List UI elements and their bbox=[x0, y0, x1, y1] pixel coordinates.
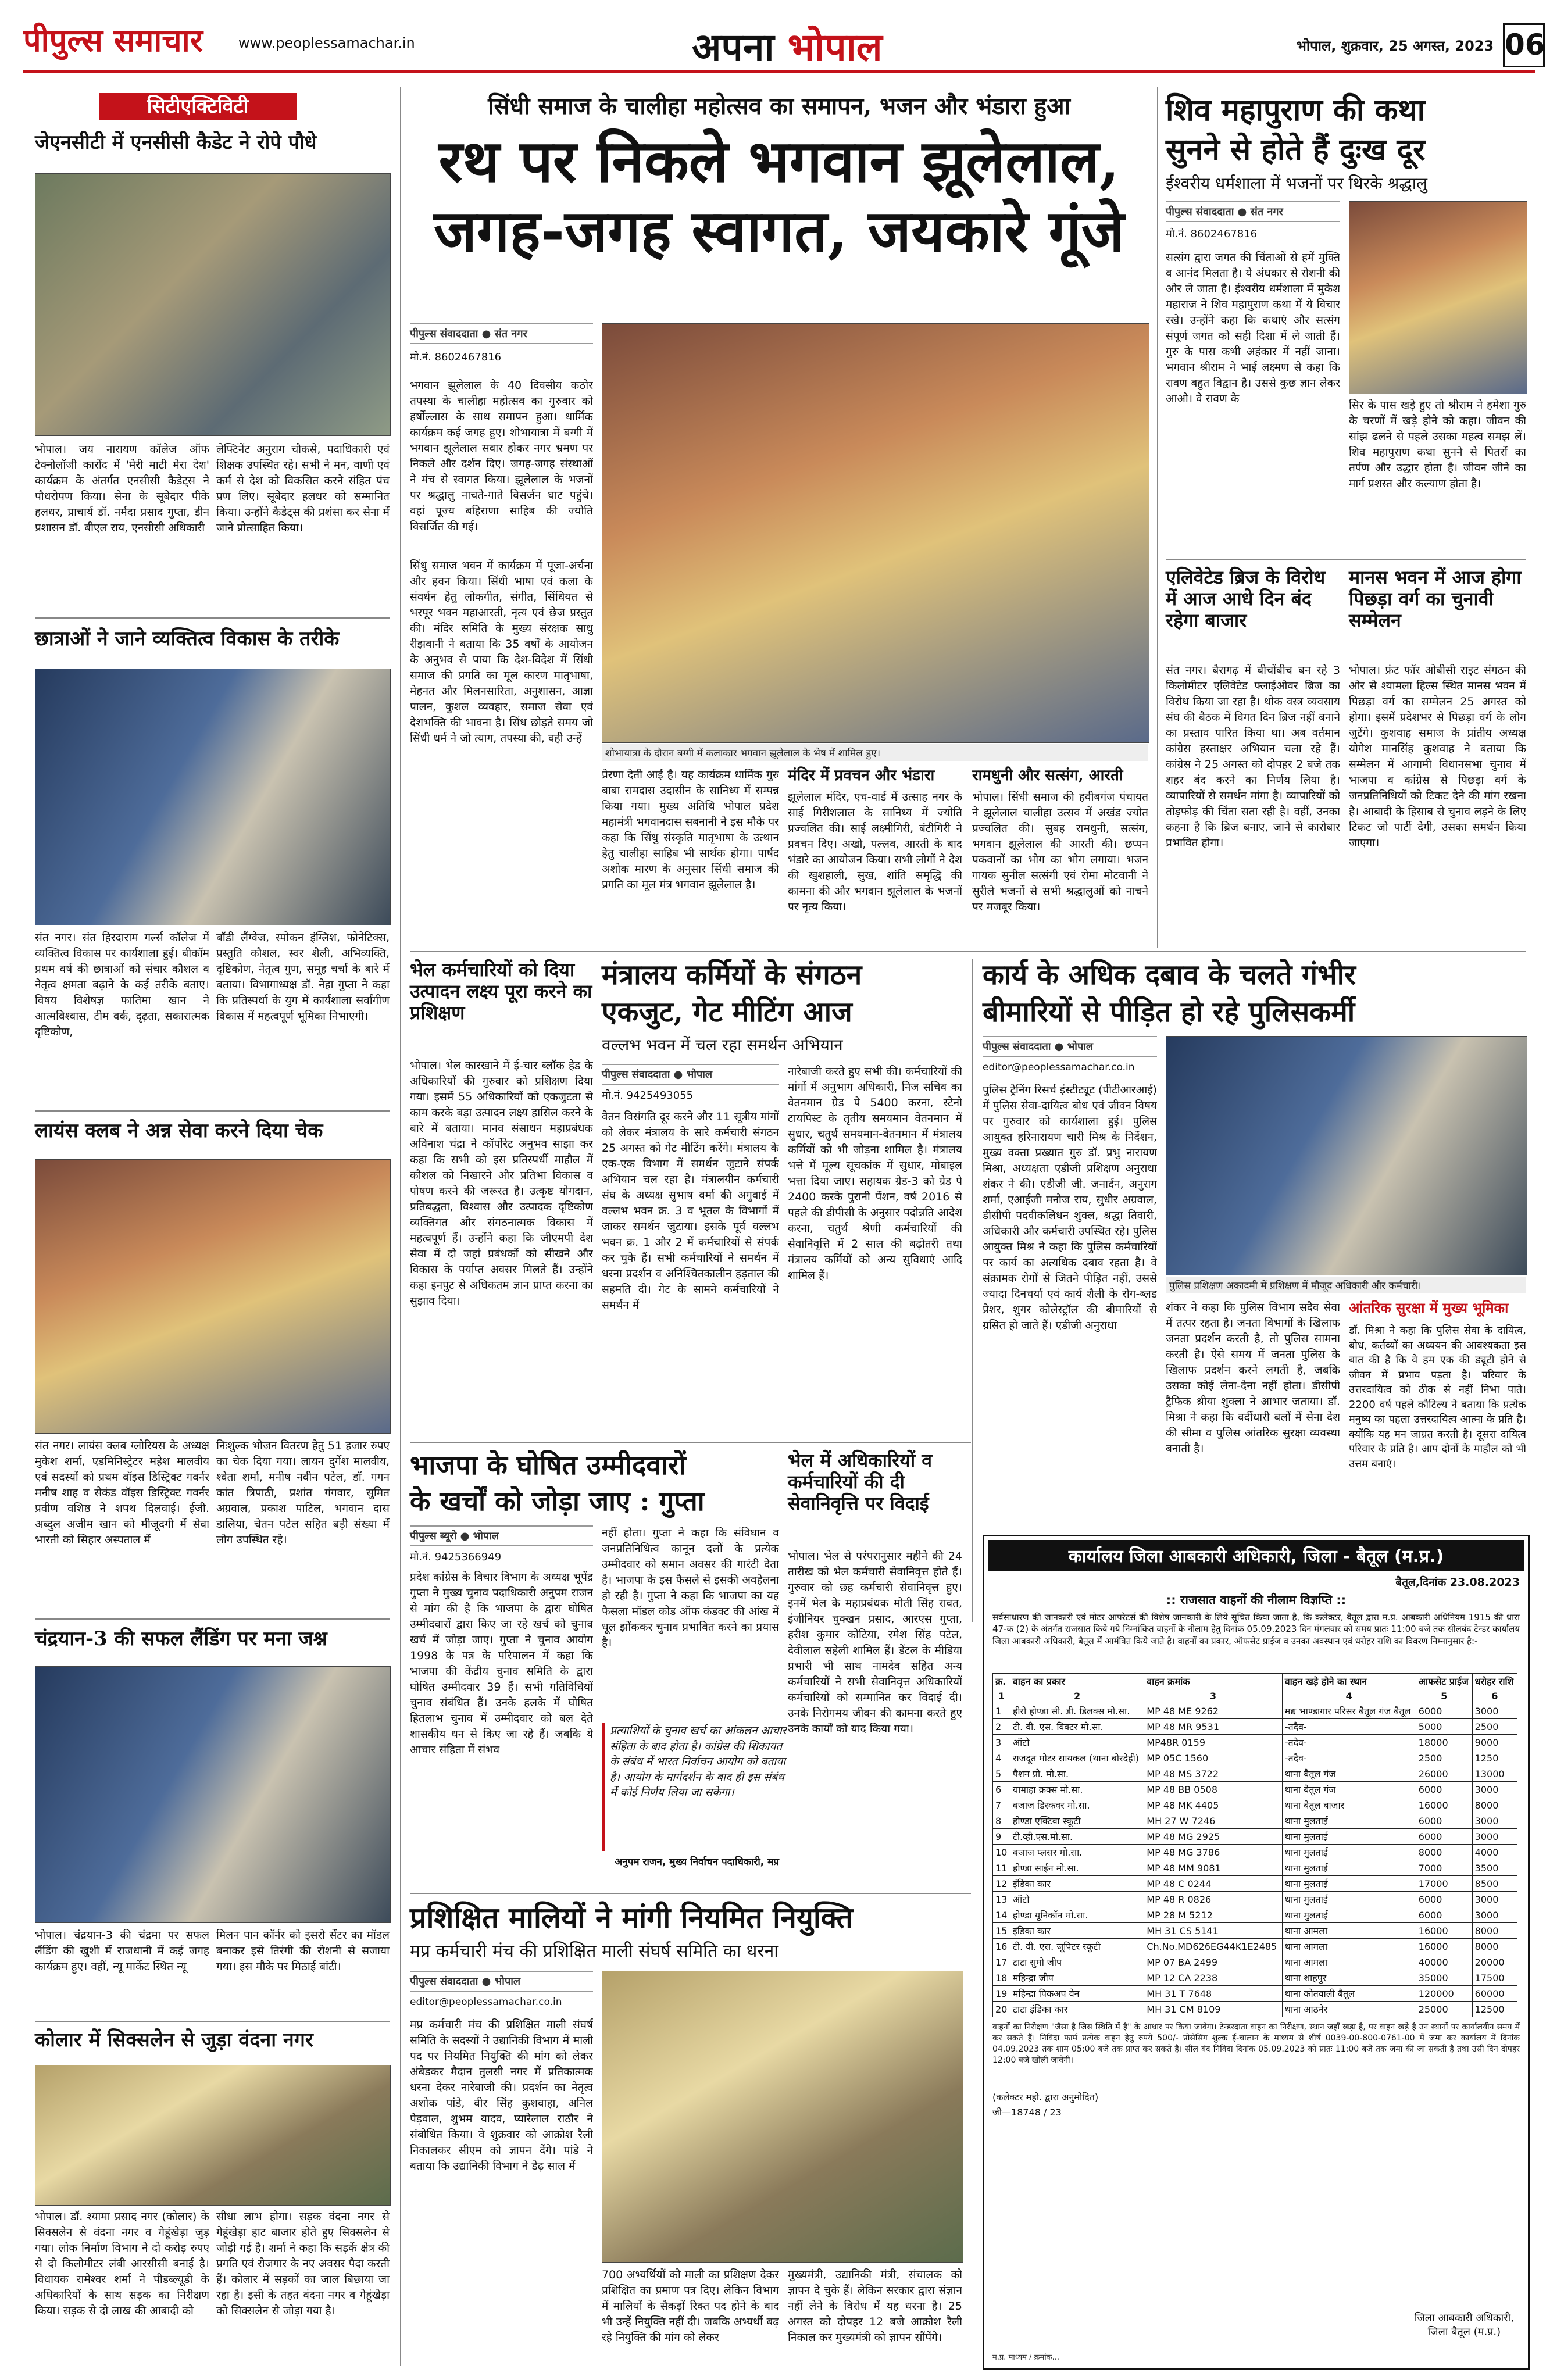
auction-cell: 3000 bbox=[1472, 1907, 1517, 1923]
auction-cell: टी. वी. एस. विक्टर मो.सा. bbox=[1010, 1719, 1144, 1735]
auction-table-row bbox=[993, 1719, 1517, 1735]
story-police-caption: पुलिस प्रशिक्षण अकादमी में प्रशिक्षण में मौजूद अधिकारी और कर्मचारी। bbox=[1166, 1277, 1526, 1293]
story-kolar-body-a: भोपाल। डॉ. श्यामा प्रसाद नगर (कोलार) के सिक्सलेन से वंदना नगर व गेहूंखेड़ा जुड़ गया। लोक निर्माण विभाग ने दो करोड़ रुपए से दो किलोमीटर लंबी आरसीसी बनाई है। विधायक रामेश्वर शर्मा ने पीडब्ल्यूडी के अधिकारियों के साथ सड़क का निरीक्षण किया। सड़क से दो लाख की आबादी को bbox=[35, 2210, 209, 2317]
auction-table-row bbox=[993, 1939, 1517, 1954]
lead-kicker: सिंधी समाज के चालीहा महोत्सव का समापन, भजन और भंडारा हुआ bbox=[488, 92, 1070, 120]
auction-cell: थाना मुलताई bbox=[1282, 1860, 1416, 1876]
story-bjp-body-b: नहीं होता। गुप्ता ने कहा कि संविधान व जनप्रतिनिधित्व कानून दलों के प्रत्येक उम्मीदवार को समान अवसर की गारंटी देता है। भाजपा के इस फैसले से इसकी अवहेलना हो रही है। गुप्ता ने कहा कि भाजपा का यह फैसला मॉडल कोड ऑफ कंडक्ट की आंख में धूल झोंककर चुनाव प्रभावित करने का प्रयास है। bbox=[602, 1527, 779, 1649]
story-mantralaya-mobile: मो.नं. 9425493055 bbox=[602, 1089, 694, 1102]
auction-cell: MP 48 MR 9531 bbox=[1144, 1719, 1282, 1735]
story-personality-headline: छात्राओं ने जाने व्यक्तित्व विकास के तरीके bbox=[35, 627, 340, 651]
story-obc-body: भोपाल। फ्रंट फॉर ओबीसी राइट संगठन की ओर से श्यामला हिल्स स्थित मानस भवन में पिछड़ा वर्ग का सम्मेलन 25 अगस्त को होगा। इसमें प्रदेशभर से पिछड़ा वर्ग के लोग जुटेंगे। कुशवाह समाज के प्रांतीय अध्यक्ष योगेश मानसिंह कुशवाह ने बताया कि सम्मेलन में आगामी विधानसभा चुनाव में भाजपा व कांग्रेस से पिछड़ा वर्ग के जनप्रतिनिधियों को टिकट देने की मांग रखना है। आबादी के हिसाब से चुनाव लड़ने के लिए टिकट जो पार्टी देगी, उसका समर्थन किया जाएगा। bbox=[1349, 664, 1526, 849]
auction-cell: 13 bbox=[993, 1892, 1010, 1907]
auction-header-cell: वाहन खड़े होने का स्थान bbox=[1282, 1674, 1416, 1689]
notice-date: बैतूल,दिनांक 23.08.2023 bbox=[1395, 1576, 1520, 1589]
auction-table-row bbox=[993, 1845, 1517, 1860]
auction-cell: टी. वी. एस. जूपिटर स्कूटी bbox=[1010, 1939, 1144, 1954]
story-police-box-body: डॉ. मिश्रा ने कहा कि पुलिस सेवा के दायित्व, बोध, कर्तव्यों का अध्ययन की आवश्यकता इस बात की है कि वे हम एक की ड्यूटी होने से जीवन में प्रभाव पड़ता है। परिवार के उत्तरदायित्व को ठीक से नहीं निभा पाते। 2200 वर्ष पहले कौटिल्य ने बताया कि प्रत्येक मनुष्य का पहला उत्तरदायित्व आत्मा के प्रति है। क्योंकि यह मन जाग्रत करती है। दूसरा दायित्व परिवार के प्रति है। आप दोनों के माहौल को भी उत्तम बनाएं। bbox=[1349, 1324, 1526, 1470]
auction-cell: MP 28 M 5212 bbox=[1144, 1907, 1282, 1923]
story-bridge-headline: एलिवेटेड ब्रिज के विरोध में आज आधे दिन बंद रहेगा बाजार bbox=[1166, 566, 1326, 631]
auction-cell: 16000 bbox=[1416, 1923, 1472, 1939]
story-police-body-a: पुलिस ट्रेनिंग रिसर्च इंस्टीट्यूट (पीटीआरआई) में पुलिस सेवा-दायित्व बोध एवं जीवन विषय पर गुरुवार को कार्यशाला हुई। पुलिस आयुक्त हरिनारायण चारी मिश्र के निर्देशन, मुख्य वक्ता प्रख्यात गुरु डॉ. प्रभु नारायण मिश्रा, अध्यक्षता एडीजी प्रशिक्षण अनुराधा शंकर ने की। एडीजी जी. जनार्दन, अनुराग शर्मा, एआईजी मनोज राय, सुधीर अग्रवाल, डीसीपी पदवीकलिधन शुक्ल, श्रद्धा तिवारी, अधिकारी और कर्मचारी उपस्थित रहे। पुलिस आयुक्त मिश्र ने कहा कि पुलिस कर्मचारियों पर कार्य का अत्यधिक दबाव रहता है। वे संक्रामक रोगों से जितने पीड़ित नहीं, उससे ज्यादा दिनचर्या एवं कार्य शैली के रोग-ब्लड प्रेशर, शुगर कोलेस्ट्रॉल की बीमारियों से ग्रसित हो जाते हैं। एडीजी अनुराधा bbox=[983, 1084, 1157, 1332]
auction-cell: महिन्द्रा पिकअप वेन bbox=[1010, 1986, 1144, 2002]
story-bhel-training-headline: भेल कर्मचारियों को दिया उत्पादन लक्ष्य पूरा करने का प्रशिक्षण bbox=[410, 959, 592, 1024]
auction-cell: 12 bbox=[993, 1876, 1010, 1892]
auction-cell: ऑटो bbox=[1010, 1892, 1144, 1907]
notice-ji-number: जी—18748 / 23 bbox=[992, 2107, 1062, 2118]
auction-cell: 1250 bbox=[1472, 1750, 1517, 1766]
auction-cell: 8000 bbox=[1472, 1923, 1517, 1939]
auction-cell: MP 07 BA 2499 bbox=[1144, 1954, 1282, 1970]
notice-subtitle: :: राजसात वाहनों की नीलाम विज्ञप्ति :: bbox=[1166, 1593, 1347, 1607]
auction-cell: 8500 bbox=[1472, 1876, 1517, 1892]
auction-cell: MP 48 MK 4405 bbox=[1144, 1797, 1282, 1813]
section-title-a: अपना bbox=[692, 24, 788, 70]
auction-table-row bbox=[993, 1813, 1517, 1829]
auction-cell: ऑटो bbox=[1010, 1735, 1144, 1750]
auction-header-cell: वाहन क्रमांक bbox=[1144, 1674, 1282, 1689]
auction-cell: 5 bbox=[993, 1766, 1010, 1782]
auction-table-row bbox=[993, 1892, 1517, 1907]
auction-cell: थाना मुलताई bbox=[1282, 1829, 1416, 1845]
auction-cell: 35000 bbox=[1416, 1970, 1472, 1986]
story-personality-body-b: बॉडी लैंग्वेज, स्पोकन इंग्लिश, फोनेटिक्स, प्रस्तुति कौशल, स्वर शैली, अभिव्यक्ति, दृष्टिकोण, नेतृत्व गुण, समूह चर्चा के बारे में बताया। विभागाध्यक्ष डॉ. नेहा गुप्ता ने कहा कि प्रतिस्पर्धा के युग में कार्यशाला सर्वांगीण विकास में महत्वपूर्ण भूमिका निभाएगी। bbox=[216, 931, 390, 1023]
auction-cell: थाना बैतूल बाजार bbox=[1282, 1797, 1416, 1813]
story-shiv-subhead: ईश्वरीय धर्मशाला में भजनों पर थिरके श्रद्धालु bbox=[1166, 174, 1427, 193]
lead-box2-headline: रामधुनी और सत्संग, आरती bbox=[972, 767, 1123, 784]
auction-cell: MP48R 0159 bbox=[1144, 1735, 1282, 1750]
auction-cell: 8000 bbox=[1416, 1845, 1472, 1860]
auction-cell: MP 48 MG 3786 bbox=[1144, 1845, 1282, 1860]
auction-cell: MP 48 MS 3722 bbox=[1144, 1766, 1282, 1782]
story-lions-headline: लायंस क्लब ने अन्न सेवा करने दिया चेक bbox=[35, 1119, 323, 1142]
notice-reference: (कलेक्टर महो. द्वारा अनुमोदित) bbox=[992, 2092, 1099, 2103]
divider bbox=[35, 1618, 390, 1620]
story-bjp-mobile: मो.नं. 9425366949 bbox=[410, 1551, 502, 1563]
auction-cell: 120000 bbox=[1416, 1986, 1472, 2002]
auction-table-row bbox=[993, 1954, 1517, 1970]
auction-cell: 2 bbox=[993, 1719, 1010, 1735]
auction-table-row bbox=[993, 1797, 1517, 1813]
auction-cell: MP 48 MM 9081 bbox=[1144, 1860, 1282, 1876]
auction-cell: इंडिका कार bbox=[1010, 1876, 1144, 1892]
story-bjp-headline-line1: भाजपा के घोषित उम्मीदवारों bbox=[410, 1449, 686, 1481]
auction-cell: MP 48 ME 9262 bbox=[1144, 1703, 1282, 1719]
story-mali-body-b: 700 अभ्यर्थियों को माली का प्रशिक्षण देकर प्रशिक्षित का प्रमाण पत्र दिए। लेकिन विभाग में मालियों के सैकड़ों रिक्त पद होने के बाद भी उन्हें नियुक्ति नहीं दी। जबकि अभ्यर्थी बढ़ रहे नियुक्ति की मांग को लेकर bbox=[602, 2268, 779, 2344]
column-divider bbox=[1157, 87, 1158, 948]
story-chandrayaan-body-a: भोपाल। चंद्रयान-3 की चंद्रमा पर सफल लैंडिंग की खुशी में राजधानी में कई जगह कार्यक्रम हुए। वहीं, न्यू मार्केट स्थित न्यू bbox=[35, 1929, 209, 1973]
auction-cell: थाना शाहपुर bbox=[1282, 1970, 1416, 1986]
story-bjp-headline-line2: के खर्चों को जोड़ा जाए : गुप्ता bbox=[410, 1485, 705, 1517]
auction-column-number: 5 bbox=[1416, 1689, 1472, 1703]
auction-cell: MH 31 T 7648 bbox=[1144, 1986, 1282, 2002]
auction-column-number: 4 bbox=[1282, 1689, 1416, 1703]
story-police-byline: पीपुल्स संवाददाता ● भोपाल bbox=[983, 1036, 1157, 1057]
story-shiv-body-b: सिर के पास खड़े हुए तो श्रीराम ने हमेशा गुरु के चरणों में खड़े होने को कहा। जीवन की सांझ ढलने से पहले उसका महत्व समझ लें। शिव महापुराण कथा सुनने से पितरों का तर्पण और उद्धार होता है। जीवन जीने का मार्ग प्रशस्त और कल्याण होता है। bbox=[1349, 399, 1526, 490]
auction-cell: 8000 bbox=[1472, 1939, 1517, 1954]
auction-table-header bbox=[993, 1674, 1517, 1689]
divider bbox=[410, 1893, 971, 1894]
notice-intro: सर्वसाधारण की जानकारी एवं मोटर आपरेटर्स की विशेष जानकारी के लिये सूचित किया जाता है, कि कलेक्टर, बैतूल द्वारा म.प्र. आबकारी अधिनियम 1915 की धारा 47-क (2) के अंतर्गत राजसात किये गये निम्नांकित वाहनों के नीलाम हेतु दिनांक 05.09.2023 दिन मंगलवार को समय प्रातः 11:00 बजे तक सीलबंद टेन्डर कार्यालय जिला आबकारी अधिकारी, बैतूल में आमंत्रित किये जाते है। वाहनों का प्रकार, ऑफसेट प्राईज व उनका अवस्थान एवं धरोहर राशि का विवरण निम्नानुसार है:- bbox=[992, 1612, 1520, 1646]
auction-cell: 4 bbox=[993, 1750, 1010, 1766]
auction-cell: -तदैव- bbox=[1282, 1735, 1416, 1750]
auction-cell: MH 27 W 7246 bbox=[1144, 1813, 1282, 1829]
photo-police-workshop bbox=[1166, 1036, 1527, 1275]
auction-cell: 3500 bbox=[1472, 1860, 1517, 1876]
website-url[interactable]: www.peoplessamachar.in bbox=[238, 35, 415, 51]
auction-cell: 3 bbox=[993, 1735, 1010, 1750]
lead-box1-headline: मंदिर में प्रवचन और भंडारा bbox=[788, 767, 935, 784]
story-mali-byline: पीपुल्स संवाददाता ● भोपाल bbox=[410, 1971, 593, 1992]
auction-cell: 26000 bbox=[1416, 1766, 1472, 1782]
story-obc-headline: मानस भवन में आज होगा पिछड़ा वर्ग का चुनावी सम्मेलन bbox=[1349, 566, 1522, 631]
notice-signature bbox=[1415, 2311, 1514, 2339]
auction-cell: होण्डा यूनिकॉन मो.सा. bbox=[1010, 1907, 1144, 1923]
story-shiv-mobile: मो.नं. 8602467816 bbox=[1166, 228, 1258, 240]
story-ncc-headline: जेएनसीटी में एनसीसी कैडेट ने रोपे पौधे bbox=[35, 131, 317, 154]
auction-cell: थाना मुलताई bbox=[1282, 1892, 1416, 1907]
auction-table-row bbox=[993, 2002, 1517, 2017]
auction-column-number: 3 bbox=[1144, 1689, 1282, 1703]
notice-signature-line1: जिला आबकारी अधिकारी, bbox=[1414, 2312, 1514, 2324]
auction-table-row bbox=[993, 1876, 1517, 1892]
auction-cell: 6000 bbox=[1416, 1703, 1472, 1719]
auction-cell: 16 bbox=[993, 1939, 1010, 1954]
story-bridge-body: संत नगर। बैरागढ़ में बीचोंबीच बन रहे 3 किलोमीटर एलिवेटेड फ्लाईओवर ब्रिज का विरोध किया जा रहा है। थोक वस्त्र व्यवसाय संघ की बैठक में विगत दिन ब्रिज नहीं बनाने का प्रस्ताव पारित किया था। अब वर्तमान कांग्रेस हस्ताक्षर अभियान चला रहे हैं। कांग्रेस ने 25 अगस्त को दोपहर 2 बजे तक शहर बंद करने का निर्णय लिया है। व्यापारियों से समर्थन मांगा है। व्यापारियों को तोड़फोड़ की चिंता सता रही है। वहीं, उनका कहना है कि ब्रिज बनाए, जाने से कारोबार प्रभावित होगा। bbox=[1166, 664, 1340, 849]
auction-cell: 16000 bbox=[1416, 1939, 1472, 1954]
auction-cell: मद्य भाण्डागार परिसर बैतूल गंज बैतूल bbox=[1282, 1703, 1416, 1719]
auction-cell: 6 bbox=[993, 1782, 1010, 1797]
story-shiv-byline: पीपुल्स संवाददाता ● संत नगर bbox=[1166, 201, 1340, 222]
auction-cell: 18000 bbox=[1416, 1735, 1472, 1750]
story-lions-body-b: निःशुल्क भोजन वितरण हेतु 51 हजार रुपए का चेक दिया गया। लायन दुर्गेश मालवीय, श्वेता शर्मा, मनीष नवीन पटेल, डॉ. गगन कांत त्रिपाठी, प्रशांत गंगवार, सुमित अग्रवाल, प्रकाश पाटिल, भगवान दास डालिया, चेतन पटेल सहित बड़ी संख्या में लोग उपस्थित रहे। bbox=[216, 1439, 390, 1546]
story-mali-email[interactable]: editor@peoplessamachar.co.in bbox=[410, 1996, 562, 2008]
auction-cell: थाना आमला bbox=[1282, 1954, 1416, 1970]
divider bbox=[35, 2021, 390, 2022]
story-kolar-headline: कोलार में सिक्सलेन से जुड़ा वंदना नगर bbox=[35, 2028, 313, 2052]
auction-column-number: 6 bbox=[1472, 1689, 1517, 1703]
story-mantralaya-body-a: वेतन विसंगति दूर करने और 11 सूत्रीय मांगों को लेकर मंत्रालय के सारे कर्मचारी संगठन 25 अगस्त को गेट मीटिंग करेंगे। मंत्रालय के एक-एक विभाग में समर्थन जुटाने संपर्क अभियान चल रहा है। मंत्रालयीन कर्मचारी संघ के अध्यक्ष सुभाष वर्मा की अगुवाई में वल्लभ भवन क्र. 3 व भूतल के विभागों में जाकर समर्थन जुटाया। इसके पूर्व वल्लभ भवन क्र. 1 और 2 में कर्मचारियों से संपर्क कर चुके हैं। सभी कर्मचारियों ने समर्थन में धरना प्रदर्शन व अनिश्चितकालीन हड़ताल की सहमति दी। गेट के सामने कर्मचारियों ने समर्थन में bbox=[602, 1110, 779, 1311]
auction-cell: 16000 bbox=[1416, 1797, 1472, 1813]
story-police-body-b: शंकर ने कहा कि पुलिस विभाग सदैव सेवा में तत्पर रहता है। जनता विभागों के खिलाफ जनता प्रदर्शन करती है, तो पुलिस सामना करती है। ऐसे समय में जनता पुलिस के खिलाफ प्रदर्शन करने लगती है, जबकि उसका कोई लेना-देना नहीं होता। डीसीपी ट्रैफिक श्रीया शुक्ला ने आभार जताया। डॉ. मिश्रा ने कहा कि वर्दीधारी बलों में सेना देश की सीमा व पुलिस आंतरिक सुरक्षा व्यवस्था बनाती है। bbox=[1166, 1301, 1340, 1455]
lead-photo-caption: शोभायात्रा के दौरान बग्गी में कलाकार भगवान झूलेलाल के भेष में शामिल हुए। bbox=[602, 744, 1148, 761]
auction-table-row bbox=[993, 1782, 1517, 1797]
auction-table-column-numbers bbox=[993, 1689, 1517, 1703]
auction-cell: थाना मुलताई bbox=[1282, 1813, 1416, 1829]
auction-cell: 8 bbox=[993, 1813, 1010, 1829]
auction-cell: 4000 bbox=[1472, 1845, 1517, 1860]
story-personality-body-a: संत नगर। संत हिरदाराम गर्ल्स कॉलेज में व्यक्तित्व विकास पर कार्यशाला हुई। बीकॉम प्रथम वर्ष की छात्राओं को संचार कौशल व नेतृत्व क्षमता बढ़ाने के कई तरीके बताए। विषय विशेषज्ञ फातिमा खान ने आत्मविश्वास, टीम वर्क, दृढ़ता, सकारात्मक दृष्टिकोण, bbox=[35, 931, 209, 1038]
auction-header-cell: धरोहर राशि bbox=[1472, 1674, 1517, 1689]
auction-table-row bbox=[993, 1766, 1517, 1782]
auction-cell: 14 bbox=[993, 1907, 1010, 1923]
auction-cell: 17000 bbox=[1416, 1876, 1472, 1892]
story-bjp-quote: प्रत्याशियों के चुनाव खर्च का आंकलन आचार संहिता के बाद होता है। कांग्रेस की शिकायत के संबंध में भारत निर्वाचन आयोग को बताया है। आयोग के मार्गदर्शन के बाद ही इस संबंध में कोई निर्णय लिया जा सकेगा। bbox=[602, 1723, 787, 1851]
auction-cell: 7000 bbox=[1416, 1860, 1472, 1876]
auction-cell: थाना बैतूल गंज bbox=[1282, 1782, 1416, 1797]
notice-footer: वाहनों का निरीक्षण "जैसा है जिस स्थिति में है" के आधार पर किया जावेगा। टेन्डरदाता वाहन का निरीक्षण, स्थान जहाँ खड़ा है, पर वाहन खड़े है उन स्थानों पर कार्यालयीन समय में कर सकते हैं। निविदा फार्म प्रत्येक वाहन हेतु रुपये 500/- प्रोसेसिंग शुल्क ई-चालान के माध्यम से शीर्ष 0039-00-800-0761-00 में जमा कर कार्यालय में दिनांक 04.09.2023 तक शाम 05:00 बजे तक प्राप्त कर सकते है। सील बंद निविदा दिनांक 05.09.2023 को प्रातः 11:00 बजे तक जमा की जा सकती है तथा उसी दिन दोपहर 12:00 बजे खोली जावेगी। bbox=[992, 2022, 1520, 2065]
auction-table-row bbox=[993, 1907, 1517, 1923]
photo-college-workshop bbox=[35, 669, 391, 925]
story-ncc-body-a: भोपाल। जय नारायण कॉलेज ऑफ टेक्नोलॉजी कारोंद में 'मेरी माटी मेरा देश' कार्यक्रम के अंतर्गत एनसीसी कैडेट्स ने पौधरोपण किया। सेना के सूबेदार पीके हलधर, प्राचार्य डॉ. नर्मदा प्रसाद गुप्ता, डीन प्रशासन डॉ. बीएल राय, एनसीसी अधिकारी bbox=[35, 443, 209, 534]
story-lions-body-a: संत नगर। लायंस क्लब ग्लोरियस के अध्यक्ष मुकेश शर्मा, एडमिनिस्ट्रेटर महेश मालवीय एवं सदस्यों को प्रथम वॉइस डिस्ट्रिक्ट गवर्नर मनीष शाह व सेकंड वॉइस डिस्ट्रिक्ट गवर्नर प्रवीण वशिष्ठ ने शपथ दिलवाई। ईजी. अब्दुल अजीम खान को मीजूदगी में सेवा भारती को सिहार अस्पताल में bbox=[35, 1439, 209, 1546]
page-number: 06 bbox=[1503, 23, 1545, 67]
auction-cell: 2500 bbox=[1416, 1750, 1472, 1766]
story-mantralaya-headline-line2: एकजुट, गेट मीटिंग आज bbox=[602, 996, 852, 1028]
auction-cell: होण्डा साईन मो.सा. bbox=[1010, 1860, 1144, 1876]
story-shiv-body-a: सत्संग द्वारा जगत की चिंताओं से हमें मुक्ति व आनंद मिलता है। ये अंधकार से रोशनी की ओर ले जाता है। ईश्वरीय धर्मशाला में मुकेश महाराज ने शिव महापुराण कथा में ये विचार रखे। उन्होंने कहा कि कथाएं और सत्संग संपूर्ण जगत को सही दिशा में ले जाती हैं। गुरु के पास कभी अहंकार में नहीं जाना। भगवान श्रीराम ने भाई लक्ष्मण से कहा कि रावण बहुत विद्वान है। उससे कुछ ज्ञान लेकर आओ। वे रावण के bbox=[1166, 251, 1340, 405]
auction-cell: थाना मुलताई bbox=[1282, 1876, 1416, 1892]
story-bhel-training-body: भोपाल। भेल कारखाने में ई-चार ब्लॉक हेड के अधिकारियों की गुरुवार को प्रशिक्षण दिया गया। इसमें 55 अधिकारियों को एकजुटता से काम करके बड़ा उत्पादन लक्ष्य हासिल करने के बारे में बताया। मानव संसाधन महाप्रबंधक अविनाश चंद्रा ने कॉर्पोरेट अनुभव साझा कर कहा कि सभी को इस प्रतिस्पर्धी माहौल में कौशल को निखारने और प्रतिभा विकास व पोषण करने की जरूरत है। उत्कृष्ट योगदान, प्रतिबद्धता, विश्वास और उत्पादक दृष्टिकोण व्यक्तिगत और संगठनात्मक विकास में महत्वपूर्ण हैं। उन्होंने कहा कि जीएमपी देश सेवा में दो जहां प्रबंधकों को सीखने और विकास के पर्याप्त अवसर मिलते हैं। उन्होंने कहा इनपुट से अधिकतम ज्ञान प्राप्त करना का सुझाव दिया। bbox=[410, 1059, 593, 1307]
photo-chandrayaan-celebration bbox=[35, 1666, 391, 1923]
auction-table-row bbox=[993, 1860, 1517, 1876]
auction-cell: 20 bbox=[993, 2002, 1010, 2017]
divider bbox=[410, 951, 1526, 952]
auction-table-row bbox=[993, 1923, 1517, 1939]
auction-cell: 3000 bbox=[1472, 1892, 1517, 1907]
auction-cell: MP 48 C 0244 bbox=[1144, 1876, 1282, 1892]
auction-cell: पैशन प्रो. मो.सा. bbox=[1010, 1766, 1144, 1782]
story-bjp-body-a: प्रदेश कांग्रेस के विचार विभाग के अध्यक्ष भूपेंद्र गुप्ता ने मुख्य चुनाव पदाधिकारी अनुपम राजन से मांग की है कि भाजपा के द्वारा घोषित उम्मीदवारों द्वारा किए जा रहे खर्च को चुनाव खर्च में जोड़ा जाए। गुप्ता ने चुनाव आयोग 1998 के पत्र के परिपालन में कहा कि भाजपा की केंद्रीय चुनाव समिति के द्वारा घोषित उम्मीदवार 39 हैं। सभी गतिविधियों चुनाव संबंधित हैं। उनके हलके में घोषित हितलाभ चुनाव में उम्मीदवार को बल देते शासकीय धन से किए जा रहे हैं। जबकि ये आचार संहिता में संभव bbox=[410, 1571, 593, 1756]
story-mali-body-a: मप्र कर्मचारी मंच की प्रशिक्षित माली संघर्ष समिति के सदस्यों ने उद्यानिकी विभाग में माली पद पर नियमित नियुक्ति की मांग को लेकर अंबेडकर मैदान तुलसी नगर में प्रतिकात्मक धरना देकर नारेबाजी की। प्रदर्शन का नेतृत्व अशोक पांडे, वीर सिंह कुशवाहा, अनिल पेड़वाल, शुभम यादव, प्यारेलाल राठौर ने संबोधित किया। वे शुक्रवार को आक्रोश रैली निकालकर सीएम को ज्ञापन देंगे। पांडे ने बताया कि उद्यानिकी विभाग ने डेढ़ साल में bbox=[410, 2018, 593, 2172]
auction-header-cell: क्र. bbox=[993, 1674, 1010, 1689]
auction-cell: 6000 bbox=[1416, 1813, 1472, 1829]
section-title bbox=[692, 20, 882, 72]
auction-cell: थाना आमला bbox=[1282, 1939, 1416, 1954]
story-bhel-farewell-headline: भेल में अधिकारियों व कर्मचारियों की दी सेवानिवृत्ति पर विदाई bbox=[788, 1449, 933, 1514]
notice-fineprint: म.प्र. माध्यम / क्रमांक... bbox=[992, 2353, 1060, 2362]
auction-cell: Ch.No.MD626EG44K1E2485 bbox=[1144, 1939, 1282, 1954]
auction-cell: 3000 bbox=[1472, 1703, 1517, 1719]
auction-cell: 7 bbox=[993, 1797, 1010, 1813]
divider bbox=[410, 1442, 971, 1443]
auction-cell: बजाज डिस्कवर मो.सा. bbox=[1010, 1797, 1144, 1813]
auction-cell: 13000 bbox=[1472, 1766, 1517, 1782]
auction-cell: 1 bbox=[993, 1703, 1010, 1719]
auction-cell: हीरो होण्डा सी. डी. डिलक्स मो.सा. bbox=[1010, 1703, 1144, 1719]
auction-cell: 3000 bbox=[1472, 1829, 1517, 1845]
auction-table-row bbox=[993, 1703, 1517, 1719]
story-police-headline-line1: कार्य के अधिक दबाव के चलते गंभीर bbox=[983, 959, 1356, 991]
story-shiv-headline-line2: सुनने से होते हैं दुःख दूर bbox=[1166, 132, 1426, 167]
auction-cell: महिन्द्रा जीप bbox=[1010, 1970, 1144, 1986]
auction-column-number: 1 bbox=[993, 1689, 1010, 1703]
auction-cell: 60000 bbox=[1472, 1986, 1517, 2002]
auction-cell: 8000 bbox=[1472, 1797, 1517, 1813]
story-chandrayaan-headline: चंद्रयान-3 की सफल लैंडिंग पर मना जश्न bbox=[35, 1627, 327, 1650]
lead-body-b: प्रेरणा देती आई है। यह कार्यक्रम धार्मिक गुरु बाबा रामदास उदासीन के सानिध्य में सम्पन्न किया गया। मुख्य अतिथि भोपाल प्रदेश महामंत्री भगवानदास सबनानी ने इस मौके पर कहा कि सिंधु संस्कृति मातृभाषा के उत्थान हेतु चालीहा साहिब भी सार्थक होगा। पार्षद अशोक मारण के अनुसार सिंधी समाज की प्रगति का मूल मंत्र भगवान झूलेलाल है। bbox=[602, 769, 779, 891]
auction-cell: 17500 bbox=[1472, 1970, 1517, 1986]
story-mali-body-c: मुख्यमंत्री, उद्यानिकी मंत्री, संचालक को ज्ञापन दे चुके हैं। लेकिन सरकार द्वारा संज्ञान नहीं लेने के विरोध में यह धरना है। 25 अगस्त को दोपहर 12 बजे आक्रोश रैली निकाल कर मुख्यमंत्री को ज्ञापन सौंपेंगे। bbox=[788, 2268, 962, 2344]
photo-lions-club bbox=[35, 1159, 391, 1434]
auction-column-number: 2 bbox=[1010, 1689, 1144, 1703]
auction-cell: 17 bbox=[993, 1954, 1010, 1970]
edition-date: भोपाल, शुक्रवार, 25 अगस्त, 2023 bbox=[1297, 38, 1494, 54]
column-divider bbox=[400, 87, 401, 2366]
auction-cell: 12500 bbox=[1472, 2002, 1517, 2017]
auction-cell: MP 48 BB 0508 bbox=[1144, 1782, 1282, 1797]
auction-cell: होण्डा एक्टिवा स्कूटी bbox=[1010, 1813, 1144, 1829]
auction-cell: 6000 bbox=[1416, 1892, 1472, 1907]
auction-cell: टाटा सुमो जीप bbox=[1010, 1954, 1144, 1970]
auction-cell: 9000 bbox=[1472, 1735, 1517, 1750]
notice-signature-line2: जिला बैतूल (म.प्र.) bbox=[1427, 2326, 1501, 2338]
city-activity-label: सिटीएक्टिविटी bbox=[99, 93, 297, 120]
auction-table-row bbox=[993, 1970, 1517, 1986]
auction-cell: 11 bbox=[993, 1860, 1010, 1876]
auction-cell: 6000 bbox=[1416, 1829, 1472, 1845]
photo-shiv-katha bbox=[1349, 201, 1527, 394]
story-mantralaya-headline-line1: मंत्रालय कर्मियों के संगठन bbox=[602, 959, 862, 991]
auction-cell: थाना मुलताई bbox=[1282, 1907, 1416, 1923]
auction-cell: थाना कोतवाली बैतूल bbox=[1282, 1986, 1416, 2002]
story-mali-headline: प्रशिक्षित मालियों ने मांगी नियमित नियुक्ति bbox=[410, 1900, 854, 1935]
section-title-b: भोपाल bbox=[787, 24, 883, 70]
column-divider bbox=[972, 959, 973, 1622]
lead-headline-line2: जगह-जगह स्वागत, जयकारे गूंजे bbox=[434, 196, 1124, 265]
auction-table-row bbox=[993, 1829, 1517, 1845]
story-bhel-farewell-body: भोपाल। भेल से परंपरानुसार महीने की 24 तारीख को भेल कर्मचारी सेवानिवृत्त होते हैं। गुरुवार को छह कर्मचारी सेवानिवृत्त हुए। इनमें भेल के महाप्रबंधक मोती सिंह रावत, इंजीनियर चुक्खन प्रसाद, आरएस गुप्ता, हरीश कुमार कोटिया, रमेश सिंह पटेल, देवीलाल सहेली शामिल हैं। डेंटल के मीडिया प्रभारी भी साथ नामदेव सहित अन्य कर्मचारियों ने सभी सेवानिवृत्त अधिकारियों कर्मचारियों को सम्मानित कर विदाई दी। उनके निरोगमय जीवन की कामना करते हुए उनके कार्यों को याद किया गया। bbox=[788, 1550, 962, 1735]
lead-body-a: भगवान झूलेलाल के 40 दिवसीय कठोर तपस्या के चालीहा महोत्सव का गुरुवार को हर्षोल्लास के साथ समापन हुआ। धार्मिक कार्यक्रम कई जगह हुए। शोभायात्रा में बग्गी में भगवान झूलेलाल सवार होकर नगर भ्रमण पर निकले और दर्शन दिए। जगह-जगह संस्थाओं ने मंच से स्वागत किया। झूलेलाल के भजनों पर श्रद्धालु नाचते-गाते विसर्जन घाट पहुंचे। वहां पूज्य बहिराणा साहिब की ज्योति विसर्जित की गई। bbox=[410, 379, 593, 533]
auction-table-row bbox=[993, 1750, 1517, 1766]
lead-mobile: मो.नं. 8602467816 bbox=[410, 351, 502, 363]
newspaper-logo[interactable]: पीपुल्स समाचार bbox=[23, 22, 203, 59]
notice-title: कार्यालय जिला आबकारी अधिकारी, जिला - बैतूल (म.प्र.) bbox=[988, 1540, 1524, 1571]
auction-header-cell: आफसेट प्राईज bbox=[1416, 1674, 1472, 1689]
auction-cell: 3000 bbox=[1472, 1782, 1517, 1797]
auction-notice bbox=[983, 1535, 1530, 2370]
photo-jhulelal-procession bbox=[602, 323, 1149, 743]
lead-body-a2: सिंधु समाज भवन में कार्यक्रम में पूजा-अर्चना और हवन किया। सिंधी भाषा एवं कला के संवर्धन हेतु लोकगीत, संगीत, सिंधियत से भरपूर भवन महाआरती, नृत्य एवं छेज प्रस्तुत की। मंदिर समिति के मुख्य संरक्षक साधु रीझवानी ने बताया कि 35 वर्षों के आयोजन के अनुभव से पाया कि देश-विदेश में सिंधी समाज की प्रगति का मूल कारण मातृभाषा, मेहनत और मिलनसारिता, अनुशासन, आज्ञा पालन, कुशल व्यवहार, समाज सेवा एवं देशभक्ति की भावना है। सिंध छोड़ते समय जो सिंधी धर्म ने जो त्याग, तपस्या की, वही उन्हें bbox=[410, 559, 593, 745]
auction-cell: 25000 bbox=[1416, 2002, 1472, 2017]
story-mantralaya-body-b: नारेबाजी करते हुए सभी की। कर्मचारियों की मांगों में अनुभाग अधिकारी, निज सचिव का वेतनमान ग्रेड पे 5400 करना, स्टेनो टायपिस्ट के तृतीय समयमान वेतनमान में सुधार, चतुर्थ समयमान-वेतनमान में मंत्रालय कर्मियों को भी जोड़ना शामिल है। मंत्रालय भत्ते में मूल्य सूचकांक में सुधार, मोबाइल भत्ता दिया जाए। सहायक ग्रेड-3 को ग्रेड पे 2400 करके पुरानी पेंशन, वर्ष 2016 से पहले की डीपीसी के अनुसार पदोन्नति आदेश करना, चतुर्थ श्रेणी कर्मचारियों की सेवानिवृत्ति में 2 साल की बढ़ोतरी तथा मंत्रालय कर्मियों को अन्य सुविधाएं आदि शामिल हैं। bbox=[788, 1065, 962, 1282]
auction-cell: टी.व्ही.एस.मो.सा. bbox=[1010, 1829, 1144, 1845]
auction-cell: -तदैव- bbox=[1282, 1750, 1416, 1766]
masthead bbox=[23, 17, 1545, 73]
story-police-headline-line2: बीमारियों से पीड़ित हो रहे पुलिसकर्मी bbox=[983, 996, 1355, 1028]
story-kolar-body-b: सीधा लाभ होगा। सड़क वंदना नगर से गेहूंखेड़ा हाट बाजार होते हुए सिक्सलेन से जोड़ी गई है। शर्मा ने कहा कि सड़कें क्षेत्र की प्रगति एवं रोजगार के नए अवसर पैदा करती हैं। कोलार में सड़कों का जाल बिछाया जा रहा है। इसी के तहत वंदना नगर व गेहूंखेड़ा को सिक्सलेन से जोड़ा गया है। bbox=[216, 2210, 390, 2317]
story-police-email[interactable]: editor@peoplessamachar.co.in bbox=[983, 1062, 1135, 1073]
auction-table-row bbox=[993, 1735, 1517, 1750]
auction-cell: इंडिका कार bbox=[1010, 1923, 1144, 1939]
auction-cell: 18 bbox=[993, 1970, 1010, 1986]
auction-cell: थाना बैतूल गंज bbox=[1282, 1766, 1416, 1782]
divider bbox=[35, 1110, 390, 1112]
photo-mali-protest bbox=[602, 1971, 963, 2263]
auction-cell: 15 bbox=[993, 1923, 1010, 1939]
lead-headline-line1: रथ पर निकले भगवान झूलेलाल, bbox=[438, 127, 1120, 195]
auction-cell: बजाज प्लसर मो.सा. bbox=[1010, 1845, 1144, 1860]
story-mantralaya-subhead: वल्लभ भवन में चल रहा समर्थन अभियान bbox=[602, 1035, 843, 1055]
auction-cell: MH 31 CS 5141 bbox=[1144, 1923, 1282, 1939]
auction-cell: MP 48 MG 2925 bbox=[1144, 1829, 1282, 1845]
lead-byline: पीपुल्स संवाददाता ● संत नगर bbox=[410, 323, 593, 344]
story-bjp-quote-attribution: अनुपम राजन, मुख्य निर्वाचन पदाधिकारी, मप्र bbox=[615, 1856, 779, 1868]
auction-cell: थाना आमला bbox=[1282, 1923, 1416, 1939]
auction-cell: 9 bbox=[993, 1829, 1010, 1845]
story-police-box-headline: आंतरिक सुरक्षा में मुख्य भूमिका bbox=[1349, 1299, 1509, 1316]
lead-box2-body: भोपाल। सिंधी समाज की हवीबगंज पंचायत ने झूलेलाल चालीहा उत्सव में अखंड ज्योत प्रज्वलित की। सुबह रामधुनी, सत्संग, भगवान झूलेलाल की आरती की। छप्पन पकवानों का भोग का भोग लगाया। भजन गायक सुनील सत्संगी एवं रोमा मोटवानी ने सुरीले भजनों से सभी श्रद्धालुओं को नाचने पर मजबूर किया। bbox=[972, 791, 1148, 913]
auction-cell: 6000 bbox=[1416, 1907, 1472, 1923]
auction-cell: 19 bbox=[993, 1986, 1010, 2002]
auction-cell: 40000 bbox=[1416, 1954, 1472, 1970]
divider bbox=[35, 617, 390, 619]
auction-cell: -तदैव- bbox=[1282, 1719, 1416, 1735]
story-ncc-body-b: लेफ्टिनेंट अनुराग चौकसे, पदाधिकारी एवं शिक्षक उपस्थित रहे। सभी ने मन, वाणी एवं कर्म से देश को विकसित करने संहित पंच प्रण लिए। सूबेदार हलधर को सम्मानित किया। उन्होंने कैडेट्स की प्रशंसा कर सेना में जाने प्रोत्साहित किया। bbox=[216, 443, 390, 534]
auction-cell: MH 31 CM 8109 bbox=[1144, 2002, 1282, 2017]
auction-cell: MP 12 CA 2238 bbox=[1144, 1970, 1282, 1986]
auction-cell: 6000 bbox=[1416, 1782, 1472, 1797]
story-mali-subhead: मप्र कर्मचारी मंच की प्रशिक्षित माली संघर्ष समिति का धरना bbox=[410, 1941, 779, 1961]
auction-cell: थाना आठनेर bbox=[1282, 2002, 1416, 2017]
auction-cell: राजदूत मोटर सायकल (थाना बोरदेही) bbox=[1010, 1750, 1144, 1766]
auction-cell: टाटा इंडिका कार bbox=[1010, 2002, 1144, 2017]
story-chandrayaan-body-b: मिलन पान कॉर्नर को इसरो सेंटर का मॉडल बनाकर इसे तिरंगी की रोशनी से सजाया गया। इस मौके पर मिठाई बांटी। bbox=[216, 1929, 390, 1973]
auction-header-cell: वाहन का प्रकार bbox=[1010, 1674, 1144, 1689]
auction-table bbox=[992, 1673, 1517, 2017]
photo-kolar-road bbox=[35, 2065, 391, 2206]
auction-table-row bbox=[993, 1986, 1517, 2002]
divider bbox=[1166, 559, 1526, 560]
auction-cell: 2500 bbox=[1472, 1719, 1517, 1735]
photo-ncc-plantation bbox=[35, 173, 391, 436]
auction-cell: 3000 bbox=[1472, 1813, 1517, 1829]
auction-cell: 5000 bbox=[1416, 1719, 1472, 1735]
story-shiv-headline-line1: शिव महापुराण की कथा bbox=[1166, 92, 1426, 128]
lead-box1-body: झूलेलाल मंदिर, एच-वार्ड में उत्साह नगर के साई गिरीशलाल के सानिध्य में ज्योति प्रज्वलित की। साई लक्ष्मीगिरी, बंटीगिरी ने प्रवचन दिए। अखो, पल्लव, आरती के बाद भंडारे का आयोजन किया। सभी लोगों ने देश की खुशहाली, सुख, शांति समृद्धि की कामना की और भगवान झूलेलाल के भजनों पर नृत्य किया। bbox=[788, 791, 962, 913]
auction-cell: 20000 bbox=[1472, 1954, 1517, 1970]
auction-cell: यामाहा क्रक्स मो.सा. bbox=[1010, 1782, 1144, 1797]
story-bjp-byline: पीपुल्स ब्यूरो ● भोपाल bbox=[410, 1525, 593, 1546]
auction-cell: थाना मुलताई bbox=[1282, 1845, 1416, 1860]
auction-cell: 10 bbox=[993, 1845, 1010, 1860]
story-mantralaya-byline: पीपुल्स संवाददाता ● भोपाल bbox=[602, 1064, 779, 1085]
auction-cell: MP 05C 1560 bbox=[1144, 1750, 1282, 1766]
auction-cell: MP 48 R 0826 bbox=[1144, 1892, 1282, 1907]
